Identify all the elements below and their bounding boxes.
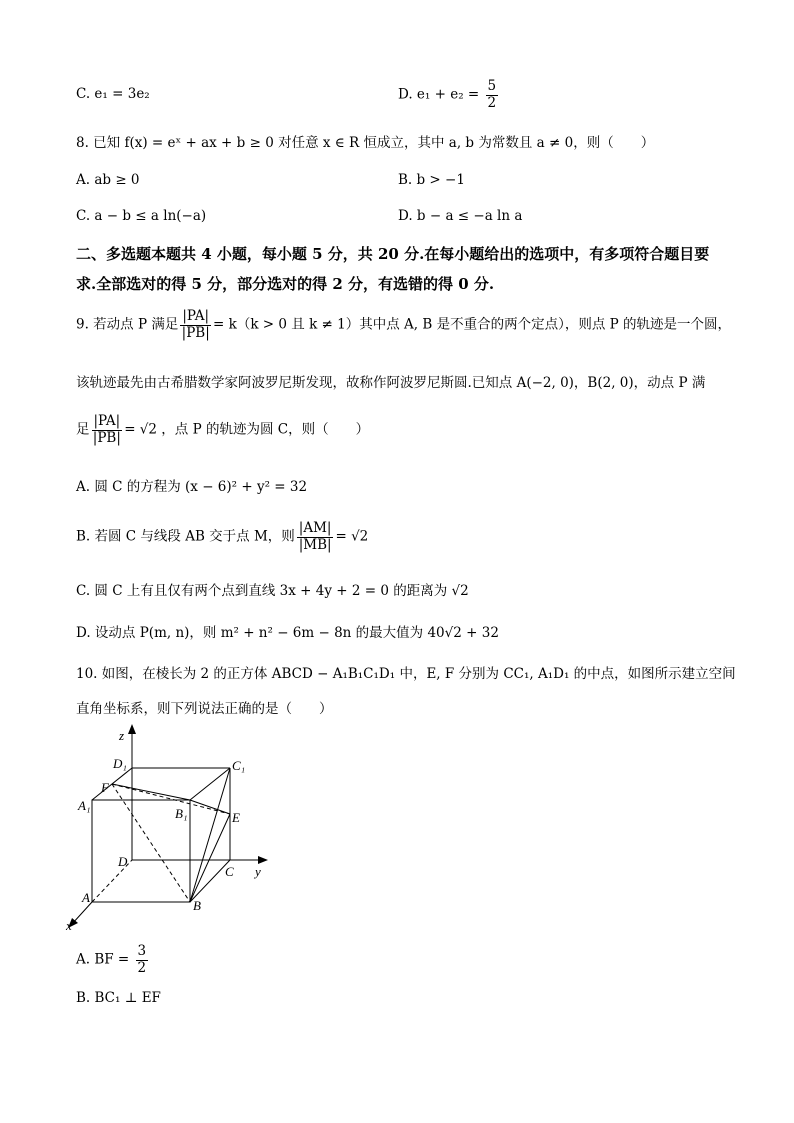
q10-stem-line1: 10. 如图，在棱长为 2 的正方体 ABCD − A₁B₁C₁D₁ 中，E, F 分别为 CC₁, A₁D₁ 的中点，如图所示建立空间 [76,666,736,682]
q8-stem: 8. 已知 f(x) = eˣ + ax + b ≥ 0 对任意 x ∈ R 恒成立，其中 a, b 为常数且 a ≠ 0，则（ ） [76,135,655,151]
label-c: C [225,864,234,879]
q7-option-d-prefix: D. e₁ + e₂ = [398,86,484,103]
fraction-denominator: |MB| [298,536,332,553]
section-2-heading-line1: 二、多选题本题共 4 小题，每小题 5 分，共 20 分.在每小题给出的选项中，有多项符合题目要 [76,245,710,263]
label-e: E [232,810,240,825]
q9-option-b-part-a: B. 若圆 C 与线段 AB 交于点 M，则 [76,528,295,545]
label-a1: A₁ [78,798,91,813]
q10-option-a [76,945,150,975]
q9-stem-part-d: = √2 ，点 P 的轨迹为圆 C，则（ ） [124,421,370,438]
fraction-numerator: |PA| [182,308,210,324]
segment-f-b1 [112,784,190,800]
fraction-numerator: |AM| [298,520,332,536]
label-d1: D₁ [113,756,127,771]
fraction-denominator: 2 [487,94,497,111]
fraction-denominator: |PB| [92,429,121,446]
hidden-segment-f-e [112,784,230,814]
q10-stem-line2: 直角坐标系，则下列说法正确的是（ ） [76,701,333,717]
q9-option-b-part-b: = √2 [335,528,369,545]
label-b1: B₁ [175,806,188,821]
q9-ratio-fraction [180,310,211,340]
q9-stem-line2: 该轨迹最先由古希腊数学家阿波罗尼斯发现，故称作阿波罗尼斯圆.已知点 A(−2, 0)，B(2, 0)，动点 P 满 [76,375,706,391]
q9-option-a: A. 圆 C 的方程为 (x − 6)² + y² = 32 [76,479,308,495]
label-d: D [118,854,128,869]
edge-b1-c1 [190,768,230,800]
segment-b1-e [190,800,230,814]
q9-option-c: C. 圆 C 上有且仅有两个点到直线 3x + 4y + 2 = 0 的距离为 √2 [76,583,469,599]
hidden-segment-f-b [112,784,190,902]
fraction-numerator: |PA| [93,413,121,429]
q9-stem-part-b: = k（k > 0 且 k ≠ 1）其中点 A, B 是不重合的两个定点），则点 P 的轨迹是一个圆， [213,316,731,333]
q10-option-a-prefix: A. BF = [76,951,134,968]
q8-option-b: B. b > −1 [398,172,465,188]
y-axis-arrow [258,856,268,864]
z-axis-arrow [128,724,136,734]
q9-stem-part-c: 足 [76,421,90,438]
q8-option-c: C. a − b ≤ a ln(−a) [76,208,207,224]
q7-option-d-fraction [486,80,499,110]
label-x: x [66,918,72,933]
q9-option-d: D. 设动点 P(m, n)，则 m² + n² − 6m − 8n 的最大值为 40√2 + 32 [76,625,499,641]
q7-option-d [398,80,500,110]
q10-option-a-fraction [136,945,149,975]
section-2-heading-line2: 求.全部选对的得 5 分，部分选对的得 2 分，有选错的得 0 分. [76,275,495,293]
q7-option-c: C. e₁ = 3e₂ [76,86,150,102]
fraction-denominator: |PB| [181,324,210,341]
q9-stem-part-a: 9. 若动点 P 满足 [76,316,179,333]
q9-option-b-fraction [297,522,334,552]
q9-ratio-fraction-2 [92,415,123,445]
fraction-numerator: 5 [487,78,497,94]
label-c1: C₁ [232,758,246,773]
q9-option-b [76,522,368,552]
fraction-numerator: 3 [137,943,147,959]
label-b: B [193,898,201,913]
q8-option-a: A. ab ≥ 0 [76,172,140,188]
segment-b-c1 [190,768,230,902]
label-a: A [82,890,90,905]
q9-stem-line1 [76,310,731,340]
q8-option-d: D. b − a ≤ −a ln a [398,208,523,224]
cube-figure [60,722,280,937]
label-y: y [255,864,261,879]
q10-option-b: B. BC₁ ⊥ EF [76,990,161,1006]
q9-stem-line3 [76,415,369,445]
label-f: F [101,780,109,795]
segment-b-e [190,814,230,902]
label-z: z [119,728,125,743]
fraction-denominator: 2 [137,959,147,976]
